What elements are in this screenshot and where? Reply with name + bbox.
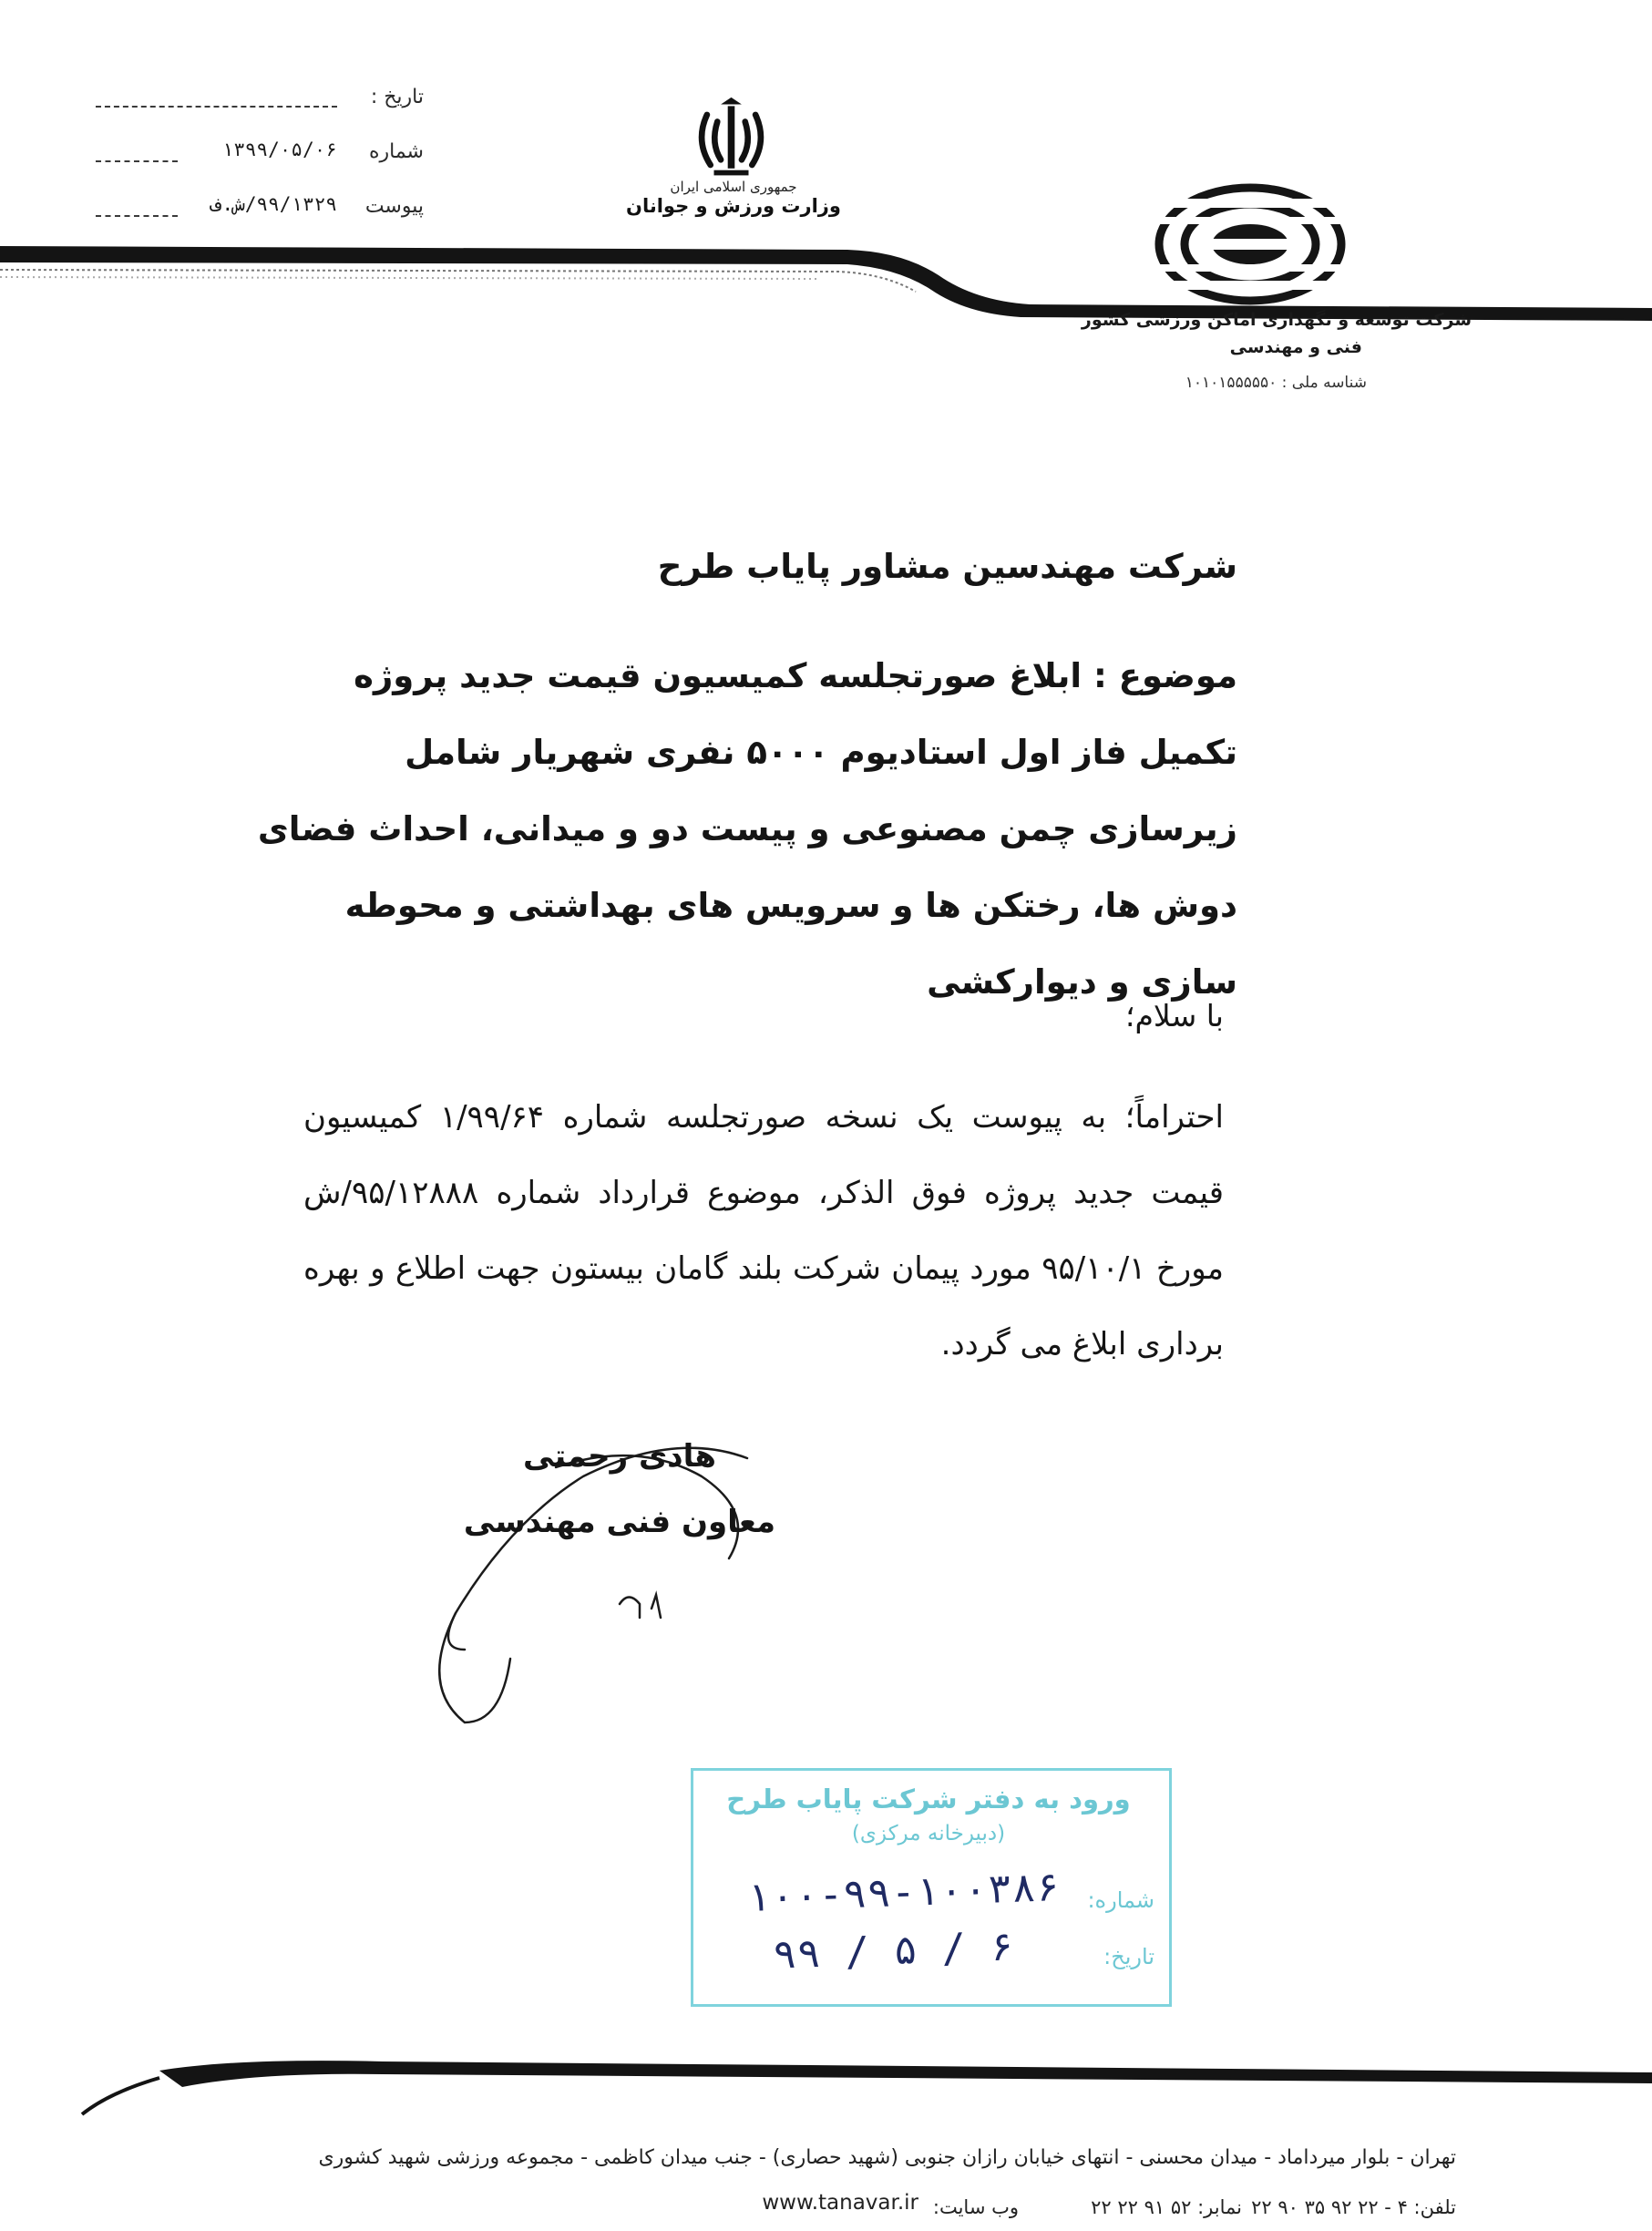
footer-contact xyxy=(89,2191,1456,2224)
letter-body: احتراماً؛ به پیوست یک نسخه صورتجلسه شماره ۱/۹۹/۶۴ کمیسیون قیمت جدید پروژه فوق الذکر، موضوع قرارداد شماره ۹۵/۱۲۸۸۸/ش مورخ ۹۵/۱۰/۱ مورد پیمان شرکت بلند گامان بیستون جهت اطلاع و بهره برداری ابلاغ می گردد. xyxy=(303,1099,1224,1362)
attachment-label: پیوست xyxy=(364,195,424,218)
company-logo-icon xyxy=(1150,180,1350,308)
ministry-name: وزارت ورزش و جوانان xyxy=(626,195,841,217)
national-id: شناسه ملی : ۱۰۱۰۱۵۵۵۵۵۰ xyxy=(1185,374,1367,392)
company-name: شرکت توسعه و نگهداری اماکن ورزشی کشور xyxy=(1081,310,1472,330)
recipient: شرکت مهندسین مشاور پایاب طرح xyxy=(657,547,1237,586)
number-field xyxy=(96,135,424,171)
attachment-line xyxy=(96,215,178,217)
date-field xyxy=(96,80,424,117)
stamp-number-value: ۱۰۰-۹۹-۱۰۰۳۸۶ xyxy=(744,1864,1061,1921)
footer-website-label: وب سایت: xyxy=(932,2196,1019,2218)
signer-title: معاون فنی مهندسی xyxy=(463,1504,776,1540)
greeting: با سلام؛ xyxy=(1125,998,1224,1033)
stamp-date-value: ۹۹ / ۵ / ۶ xyxy=(772,1923,1015,1979)
footer-fax: نمابر: ۵۲ ۹۱ ۲۲ ۲۲ xyxy=(1091,2196,1242,2218)
received-stamp xyxy=(691,1768,1172,2007)
stamp-number-label: شماره: xyxy=(1087,1887,1154,1913)
number-label: شماره xyxy=(368,140,424,163)
number-value: ۱۳۹۹/۰۵/۰۶ xyxy=(221,139,337,160)
subject: موضوع : ابلاغ صورتجلسه کمیسیون قیمت جدید پروژه تکمیل فاز اول استادیوم ۵۰۰۰ نفری شهریار شامل زیرسازی چمن مصنوعی و پیست دو و میدانی، احداث فضای دوش ها، رختکن ها و سرویس های بهداشتی و محوطه سازی و دیوارکشی xyxy=(257,656,1237,1002)
ministry-republic-text: جمهوری اسلامی ایران xyxy=(670,179,797,195)
footer-band xyxy=(0,2051,1652,2123)
stamp-subtitle: (دبیرخانه مرکزی) xyxy=(851,1822,1006,1845)
footer-phone: تلفن: ۴ - ۲۲ ۹۲ ۳۵ ۹۰ ۲۲ xyxy=(1251,2196,1456,2218)
company-department: فنی و مهندسی xyxy=(1229,337,1362,357)
date-line xyxy=(96,106,337,108)
number-line xyxy=(96,160,178,162)
date-label: تاریخ : xyxy=(370,86,424,108)
footer-address: تهران - بلوار میرداماد - میدان محسنی - انتهای خیابان رازان جنوبی (شهید حصاری) - جنب میدان کاظمی - مجموعه ورزشی شهید کشوری xyxy=(318,2146,1456,2169)
attachment-value: ۹۹/۱۳۲۹/ش.ف xyxy=(210,193,337,215)
signer-name: هادی رحمتی xyxy=(523,1438,716,1475)
iran-emblem-icon xyxy=(688,96,775,182)
stamp-date-label: تاریخ: xyxy=(1103,1944,1154,1969)
footer-website-link[interactable]: www.tanavar.ir xyxy=(762,2191,918,2215)
stamp-title: ورود به دفتر شرکت پایاب طرح xyxy=(726,1784,1131,1815)
